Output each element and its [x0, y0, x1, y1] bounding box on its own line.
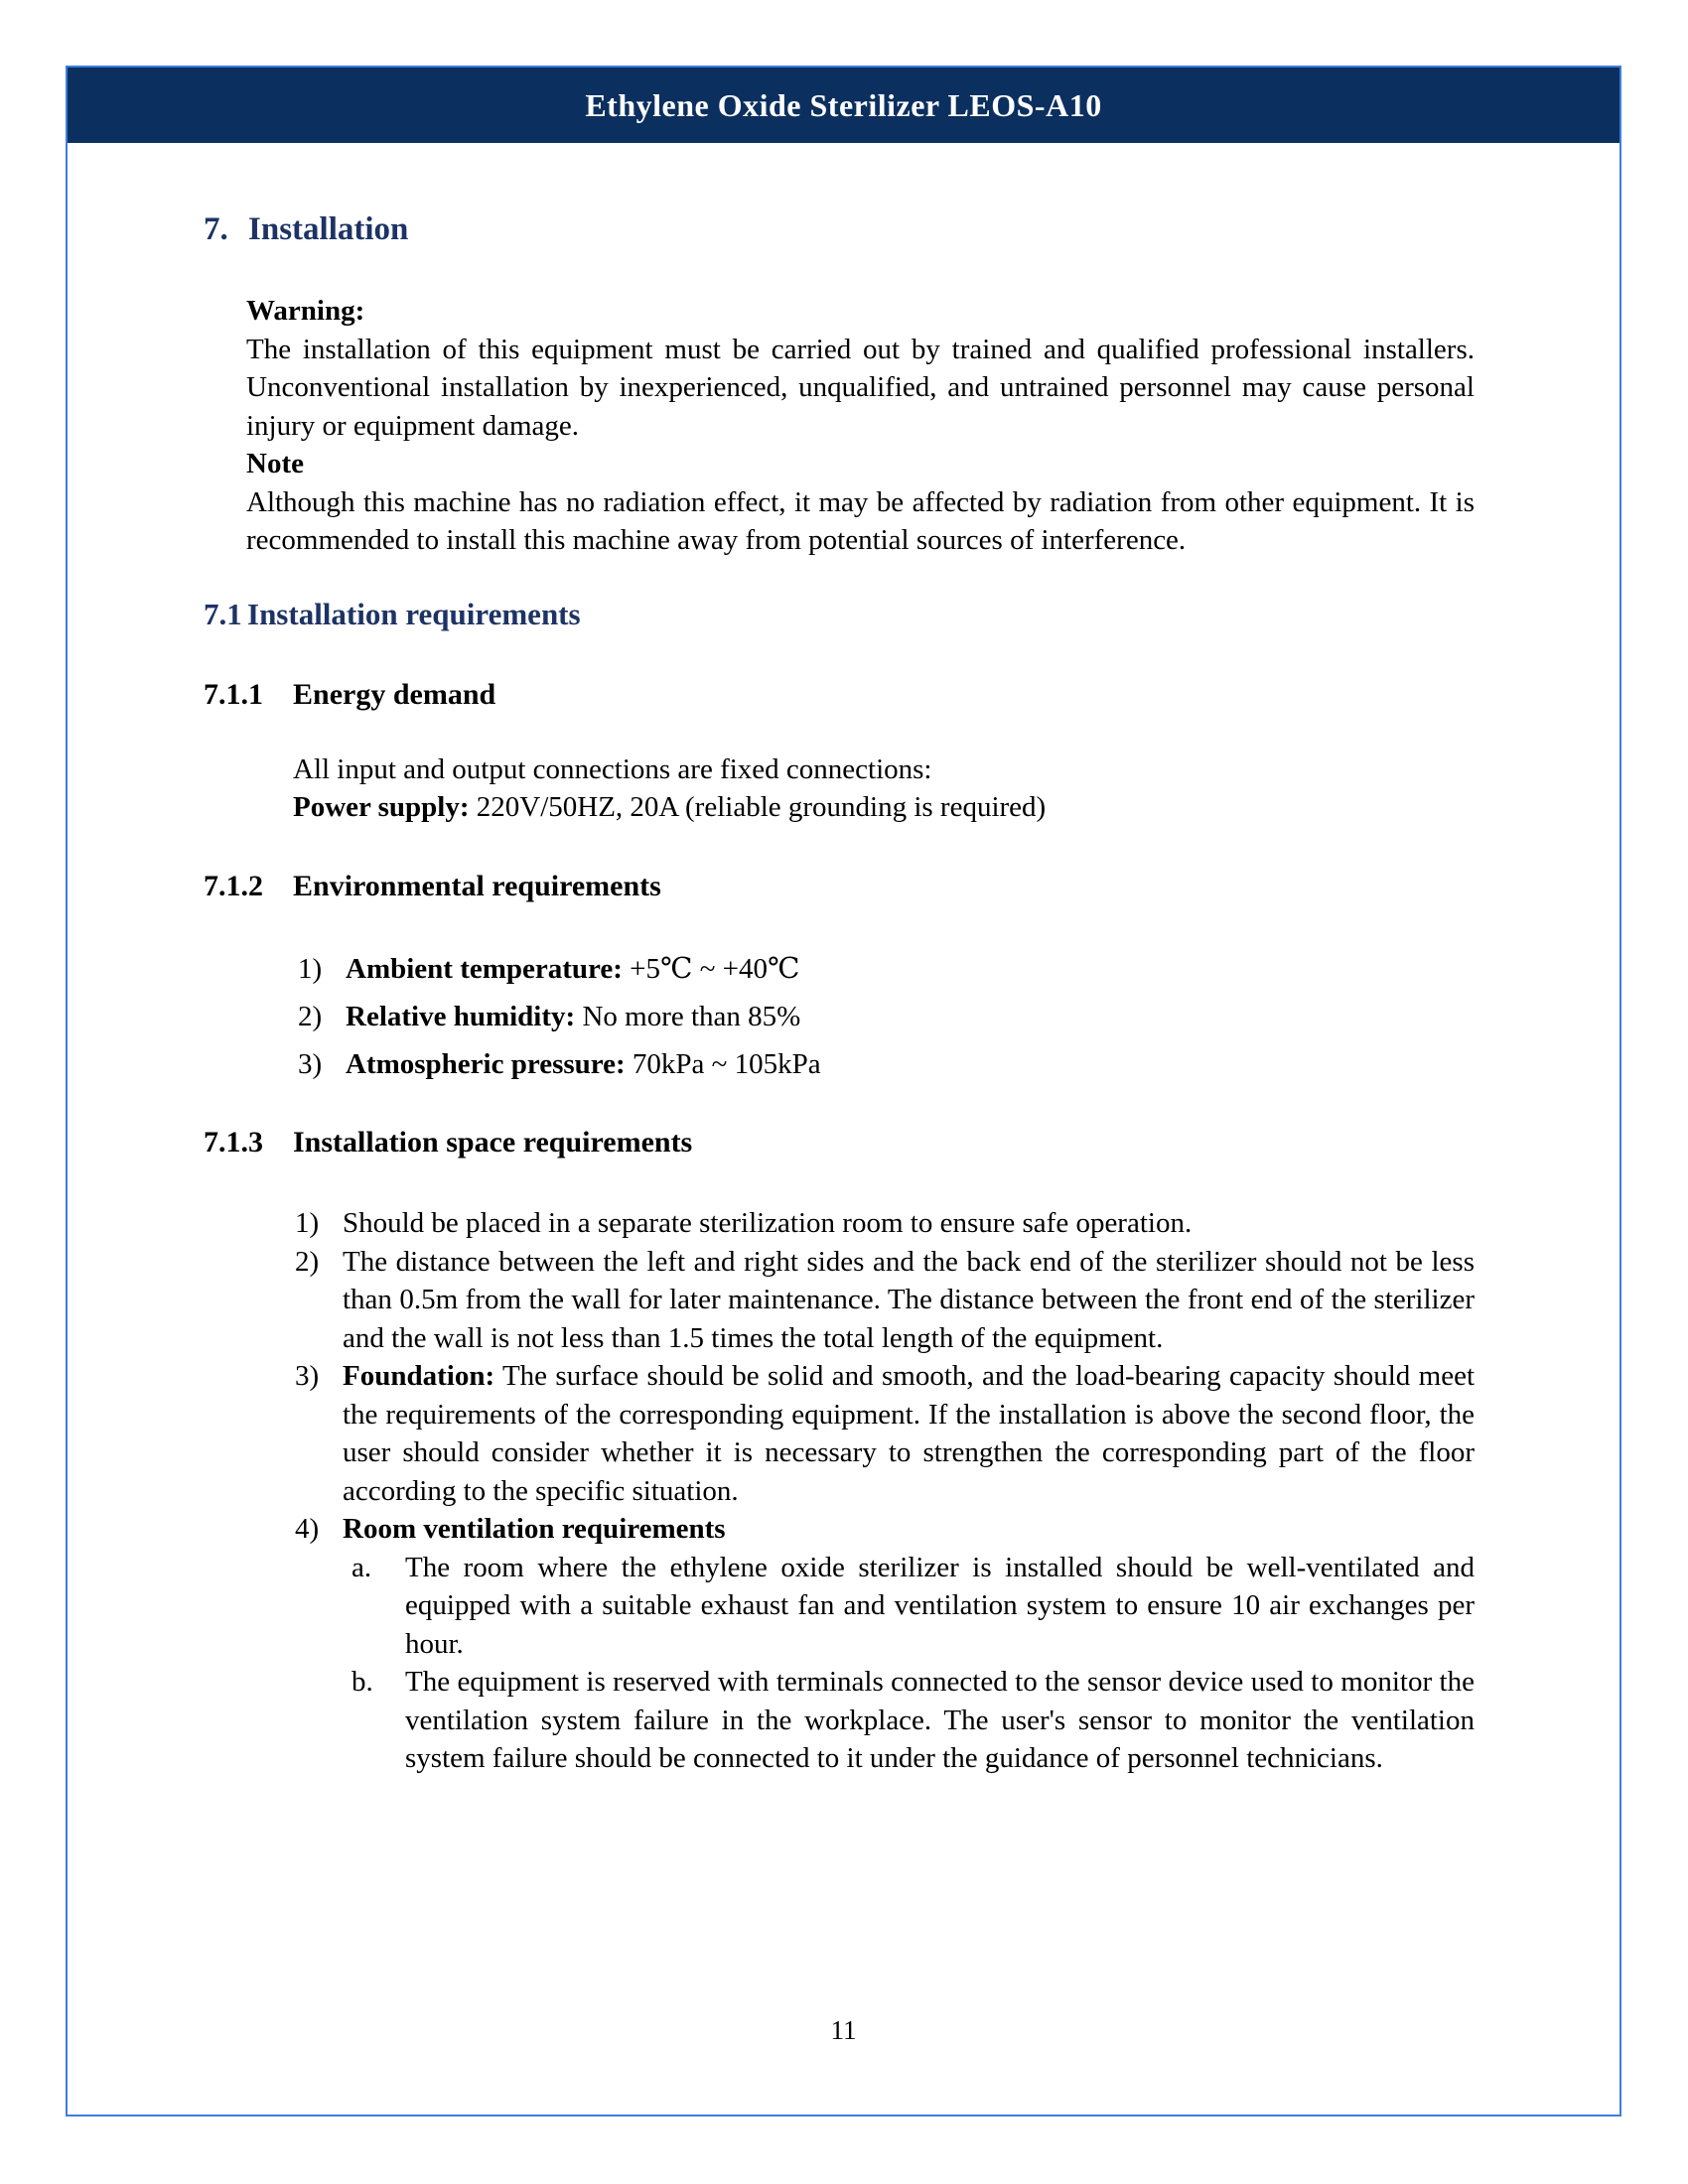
warning-paragraph: The installation of this equipment must be carried out by trained and qualified professional installers. Unconventional installation by inexperienced, unqualified, and untrained personnel may cause personal injury or equipment damage.: [246, 333, 1475, 442]
list-item: [295, 1243, 1475, 1358]
item-marker: 2): [298, 1000, 323, 1032]
item-content: [343, 1510, 1475, 1778]
power-supply-line: [293, 788, 1475, 827]
item-content: [343, 1357, 1475, 1510]
document-title: Ethylene Oxide Sterilizer LEOS-A10: [585, 86, 1102, 123]
installation-space-list: [295, 1204, 1475, 1778]
item-content: [346, 998, 1475, 1036]
item-text: No more than 85%: [575, 1000, 801, 1032]
subsection-heading-7-1-3: [204, 1123, 1475, 1162]
energy-demand-body: [293, 751, 1475, 827]
item-text: 70kPa ~ 105kPa: [625, 1047, 821, 1080]
item-text: The surface should be solid and smooth, and the load-bearing capacity should meet the requirements of the corresponding equipment. If the installation is above the second floor, the user should consider whether it is necessary to strengthen the corresponding part of the floor according to the specific situation.: [343, 1360, 1475, 1507]
warning-note-block: [246, 292, 1475, 560]
ventilation-sublist: [352, 1549, 1475, 1778]
section-heading-7: [204, 208, 1475, 250]
heading-title: Installation: [248, 211, 409, 247]
power-supply-value: 220V/50HZ, 20A (reliable grounding is required): [469, 791, 1047, 823]
page-content: [68, 208, 1619, 1778]
item-label: Atmospheric pressure:: [346, 1047, 626, 1080]
header-band: [68, 68, 1619, 143]
item-content: [346, 950, 1475, 989]
subitem-marker: a.: [352, 1551, 372, 1583]
subitem-marker: b.: [352, 1666, 373, 1698]
subitem-text: The room where the ethylene oxide sterilizer is installed should be well-ventilated and equipped with a suitable exhaust fan and ventilation system to ensure 10 air exchanges per hour.: [405, 1551, 1475, 1660]
item-text: +5℃ ~ +40℃: [622, 952, 800, 985]
list-item: [295, 1204, 1475, 1243]
item-marker: 1): [298, 952, 323, 985]
item-label: Relative humidity:: [346, 1000, 576, 1032]
item-content: [346, 1045, 1475, 1084]
note-paragraph: Although this machine has no radiation effect, it may be affected by radiation from other equipment. It is recommended to install this machine away from potential sources of interference.: [246, 485, 1475, 556]
subitem-text: The equipment is reserved with terminals connected to the sensor device used to monitor the ventilation system failure in the workplace. The user's sensor to monitor the ventilation system failure should be connected to it under the guidance of personnel technicians.: [405, 1666, 1475, 1774]
list-item: [295, 1510, 1475, 1778]
heading-number: 7.1.3: [204, 1126, 263, 1159]
item-marker: 1): [295, 1207, 320, 1239]
item-marker: 4): [295, 1513, 320, 1545]
heading-title: Energy demand: [293, 677, 496, 711]
item-marker: 3): [295, 1360, 320, 1392]
item-marker: 3): [298, 1047, 323, 1080]
heading-title: Installation requirements: [247, 596, 581, 631]
list-item: [295, 1357, 1475, 1510]
item-marker: 2): [295, 1245, 320, 1278]
energy-demand-line: All input and output connections are fixed connections:: [293, 752, 932, 785]
heading-number: 7.: [204, 211, 228, 247]
page-number: 11: [830, 2015, 857, 2045]
heading-title: Environmental requirements: [293, 869, 661, 902]
item-text: The distance between the left and right sides and the back end of the sterilizer should not be less than 0.5m from the wall for later maintenance. The distance between the front end of the sterilizer and the wall is not less than 1.5 times the total length of the equipment.: [343, 1245, 1475, 1354]
heading-number: 7.1: [204, 596, 242, 631]
subsection-heading-7-1: [204, 594, 1475, 635]
item-label: Room ventilation requirements: [343, 1513, 726, 1545]
item-text: Should be placed in a separate sterilization room to ensure safe operation.: [343, 1207, 1193, 1239]
heading-title: Installation space requirements: [293, 1126, 693, 1159]
subsection-heading-7-1-2: [204, 867, 1475, 906]
list-item: [298, 950, 1475, 989]
page-frame: [66, 66, 1621, 2116]
note-label: Note: [246, 448, 304, 479]
environmental-requirements-list: [298, 950, 1475, 1084]
sub-list-item: [352, 1549, 1475, 1664]
subsection-heading-7-1-1: [204, 675, 1475, 715]
sub-list-item: [352, 1663, 1475, 1778]
list-item: [298, 1045, 1475, 1084]
item-label: Ambient temperature:: [346, 952, 623, 985]
list-item: [298, 998, 1475, 1036]
warning-label: Warning:: [246, 295, 365, 327]
power-supply-label: Power supply:: [293, 791, 470, 823]
heading-number: 7.1.1: [204, 677, 263, 711]
heading-number: 7.1.2: [204, 869, 263, 902]
item-label: Foundation:: [343, 1360, 495, 1392]
